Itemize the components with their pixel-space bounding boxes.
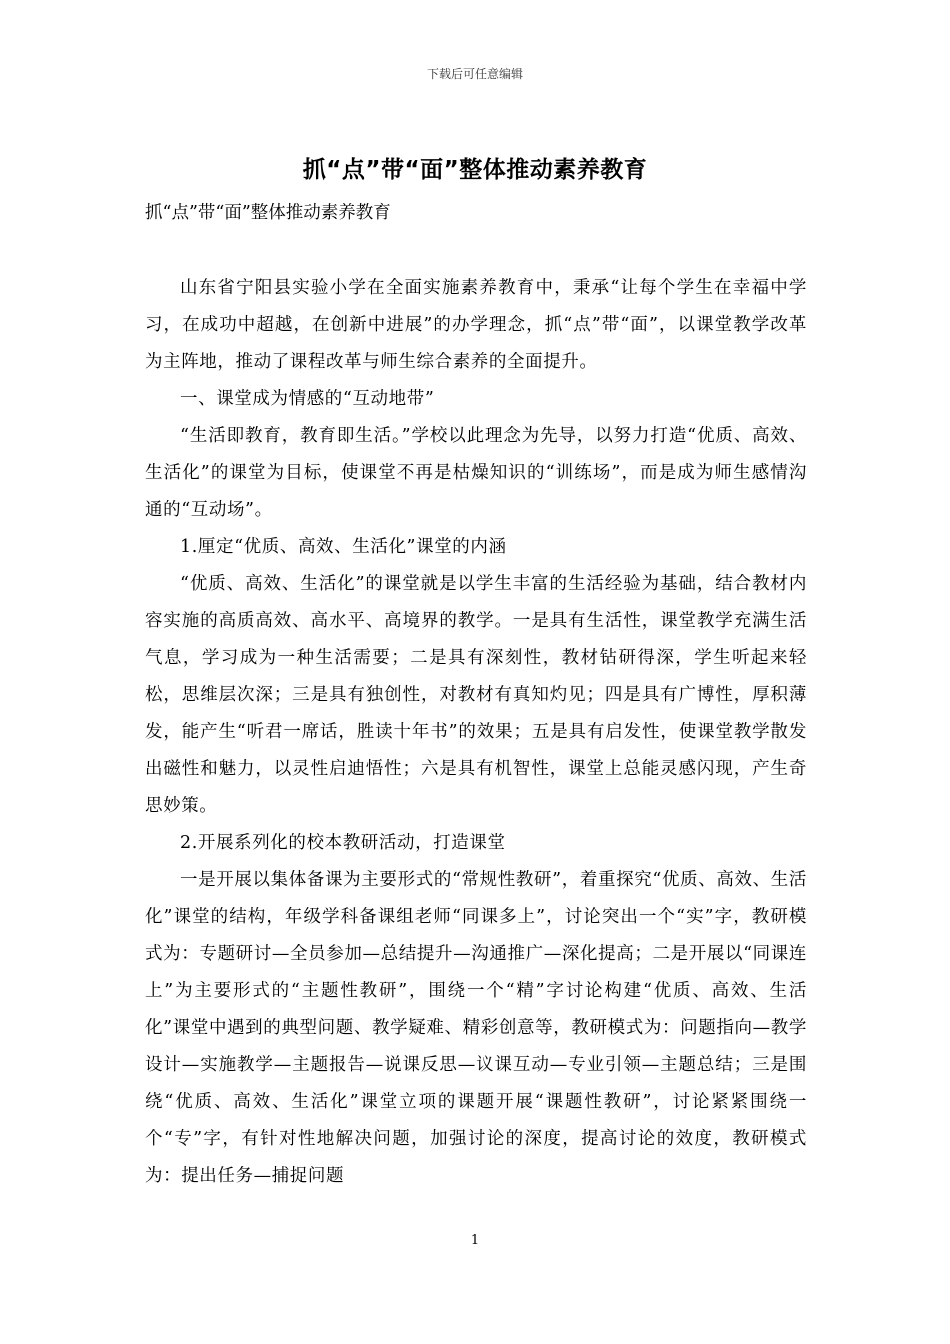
header-note: 下载后可任意编辑: [426, 67, 523, 81]
subsection-heading-2: 2.开展系列化的校本教研活动，打造课堂: [180, 833, 506, 853]
document-title: 抓“点”带“面”整体推动素养教育: [302, 157, 648, 183]
paragraph-section-1: “生活即教育，教育即生活。”学校以此理念为先导，以努力打造“优质、高效、生活化”的课堂为目标，使课堂不再是枯燥知识的“训练场”，而是成为师生感情沟通的“互动场”。: [145, 426, 807, 520]
paragraph-subsection-1: “优质、高效、生活化”的课堂就是以学生丰富的生活经验为基础，结合教材内容实施的高质高效、高水平、高境界的教学。一是具有生活性，课堂教学充满生活气息，学习成为一种生活需要；二是具有深刻性，教材钻研得深，学生听起来轻松，思维层次深；三是具有独创性，对教材有真知灼见；四是具有广博性，厚积薄发，能产生“听君一席话，胜读十年书”的效果；五是具有启发性，使课堂教学散发出磁性和魅力，以灵性启迪悟性；六是具有机智性，课堂上总能灵感闪现，产生奇思妙策。: [145, 574, 807, 816]
page-number: 1: [470, 1233, 480, 1248]
document-body: [145, 270, 807, 1195]
document-subtitle: 抓“点”带“面”整体推动素养教育: [145, 203, 391, 223]
paragraph-subsection-2: 一是开展以集体备课为主要形式的“常规性教研”，着重探究“优质、高效、生活化”课堂的结构，年级学科备课组老师“同课多上”，讨论突出一个“实”字，教研模式为：专题研讨—全员参加—总结提升—沟通推广—深化提高；二是开展以“同课连上”为主要形式的“主题性教研”，围绕一个“精”字讨论构建“优质、高效、生活化”课堂中遇到的典型问题、教学疑难、精彩创意等，教研模式为：问题指向—教学设计—实施教学—主题报告—说课反思—议课互动—专业引领—主题总结；三是围绕“优质、高效、生活化”课堂立项的课题开展“课题性教研”，讨论紧紧围绕一个“专”字，有针对性地解决问题，加强讨论的深度，提高讨论的效度，教研模式为：提出任务—捕捉问题: [145, 870, 807, 1186]
subsection-heading-1: 1.厘定“优质、高效、生活化”课堂的内涵: [180, 537, 507, 557]
paragraph-intro: 山东省宁阳县实验小学在全面实施素养教育中，秉承“让每个学生在幸福中学习，在成功中超越，在创新中进展”的办学理念，抓“点”带“面”，以课堂教学改革为主阵地，推动了课程改革与师生综合素养的全面提升。: [145, 278, 807, 372]
section-heading-1: 一、课堂成为情感的“互动地带”: [180, 389, 435, 409]
